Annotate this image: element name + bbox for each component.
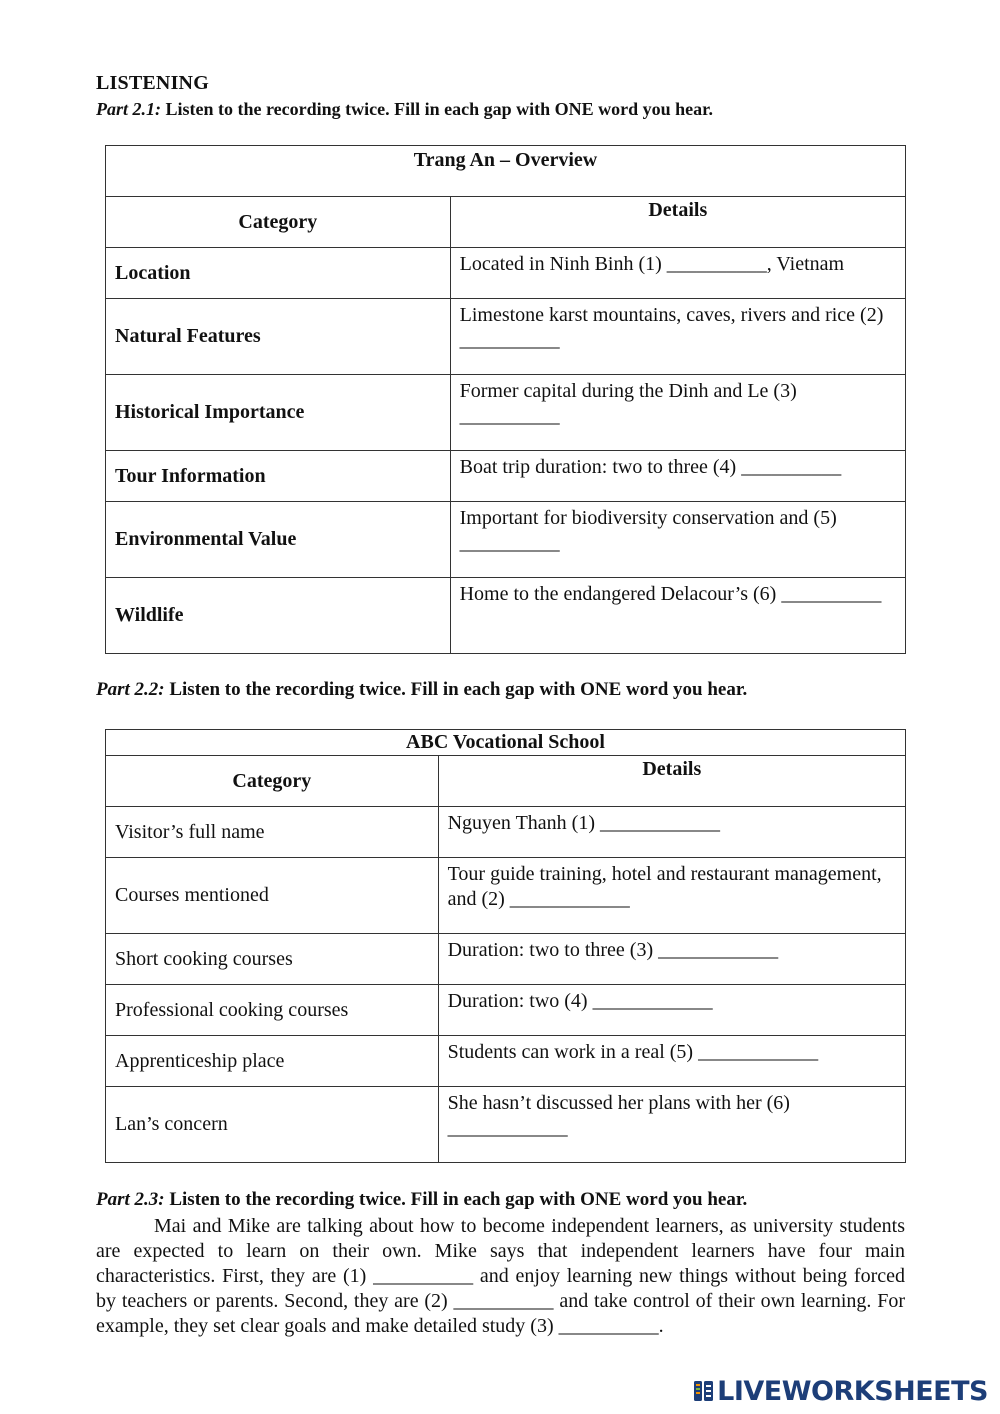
- table-caption: Trang An – Overview: [106, 146, 906, 197]
- table-row-category: Natural Features: [106, 299, 451, 375]
- part-2-3-paragraph[interactable]: [96, 1214, 905, 1339]
- liveworksheets-logo[interactable]: [693, 1376, 988, 1406]
- table-row-details[interactable]: Important for biodiversity conservation and (5) __________: [450, 502, 905, 578]
- table-row-details[interactable]: She hasn’t discussed her plans with her (6) ____________: [438, 1087, 905, 1163]
- part-label: Part 2.3:: [96, 1189, 165, 1210]
- table-row-category: Visitor’s full name: [106, 807, 439, 858]
- table-row-category: Location: [106, 248, 451, 299]
- liveworksheets-logo-icon: [693, 1379, 715, 1403]
- trang-an-table: [105, 145, 906, 654]
- table-row-category: Historical Importance: [106, 375, 451, 451]
- part-label: Part 2.2:: [96, 679, 165, 700]
- table-caption: ABC Vocational School: [106, 730, 906, 756]
- table-row-details[interactable]: Duration: two (4) ____________: [438, 985, 905, 1036]
- part-label: Part 2.1:: [96, 99, 161, 119]
- table-row-details[interactable]: Located in Ninh Binh (1) __________, Vietnam: [450, 248, 905, 299]
- logo-text: LIVEWORKSHEETS: [717, 1375, 988, 1407]
- table-row-details[interactable]: Nguyen Thanh (1) ____________: [438, 807, 905, 858]
- abc-school-table: [105, 729, 906, 1163]
- table-row-category: Wildlife: [106, 578, 451, 654]
- paragraph-text: Mai and Mike are talking about how to become independent learners, as university students are expected to learn on their own. Mike says that independent learners have four main characteristics. First, they are (1) __________ and enjoy learning new things without being forced by teachers or parents. Second, they are (2) __________ and take control of their own learning. For example, they set clear goals and make detailed study (3) __________.: [96, 1215, 905, 1337]
- table-row-details[interactable]: Limestone karst mountains, caves, rivers and rice (2) __________: [450, 299, 905, 375]
- table-row-category: Tour Information: [106, 451, 451, 502]
- instruction-text: Listen to the recording twice. Fill in each gap with ONE word you hear.: [169, 1189, 748, 1210]
- table-row-details[interactable]: Duration: two to three (3) ____________: [438, 934, 905, 985]
- table-row-details[interactable]: Boat trip duration: two to three (4) __________: [450, 451, 905, 502]
- instruction-text: Listen to the recording twice. Fill in each gap with ONE word you hear.: [165, 99, 713, 119]
- category-header: Category: [106, 197, 451, 248]
- table-row-category: Courses mentioned: [106, 858, 439, 934]
- table-row-category: Apprenticeship place: [106, 1036, 439, 1087]
- details-header: Details: [438, 756, 905, 807]
- part-2-2-instruction: [96, 679, 747, 701]
- category-header: Category: [106, 756, 439, 807]
- table-row-category: Professional cooking courses: [106, 985, 439, 1036]
- table-row-category: Environmental Value: [106, 502, 451, 578]
- table-row-details[interactable]: Home to the endangered Delacour’s (6) __________: [450, 578, 905, 654]
- part-2-3-instruction: [96, 1189, 747, 1211]
- table-row-category: Lan’s concern: [106, 1087, 439, 1163]
- table-row-details[interactable]: Tour guide training, hotel and restaurant management, and (2) ____________: [438, 858, 905, 934]
- details-header: Details: [450, 197, 905, 248]
- table-row-details[interactable]: Students can work in a real (5) ____________: [438, 1036, 905, 1087]
- table-row-category: Short cooking courses: [106, 934, 439, 985]
- section-heading: LISTENING: [96, 72, 209, 94]
- part-2-1-instruction: [96, 99, 713, 120]
- table-row-details[interactable]: Former capital during the Dinh and Le (3) __________: [450, 375, 905, 451]
- instruction-text: Listen to the recording twice. Fill in each gap with ONE word you hear.: [169, 679, 748, 700]
